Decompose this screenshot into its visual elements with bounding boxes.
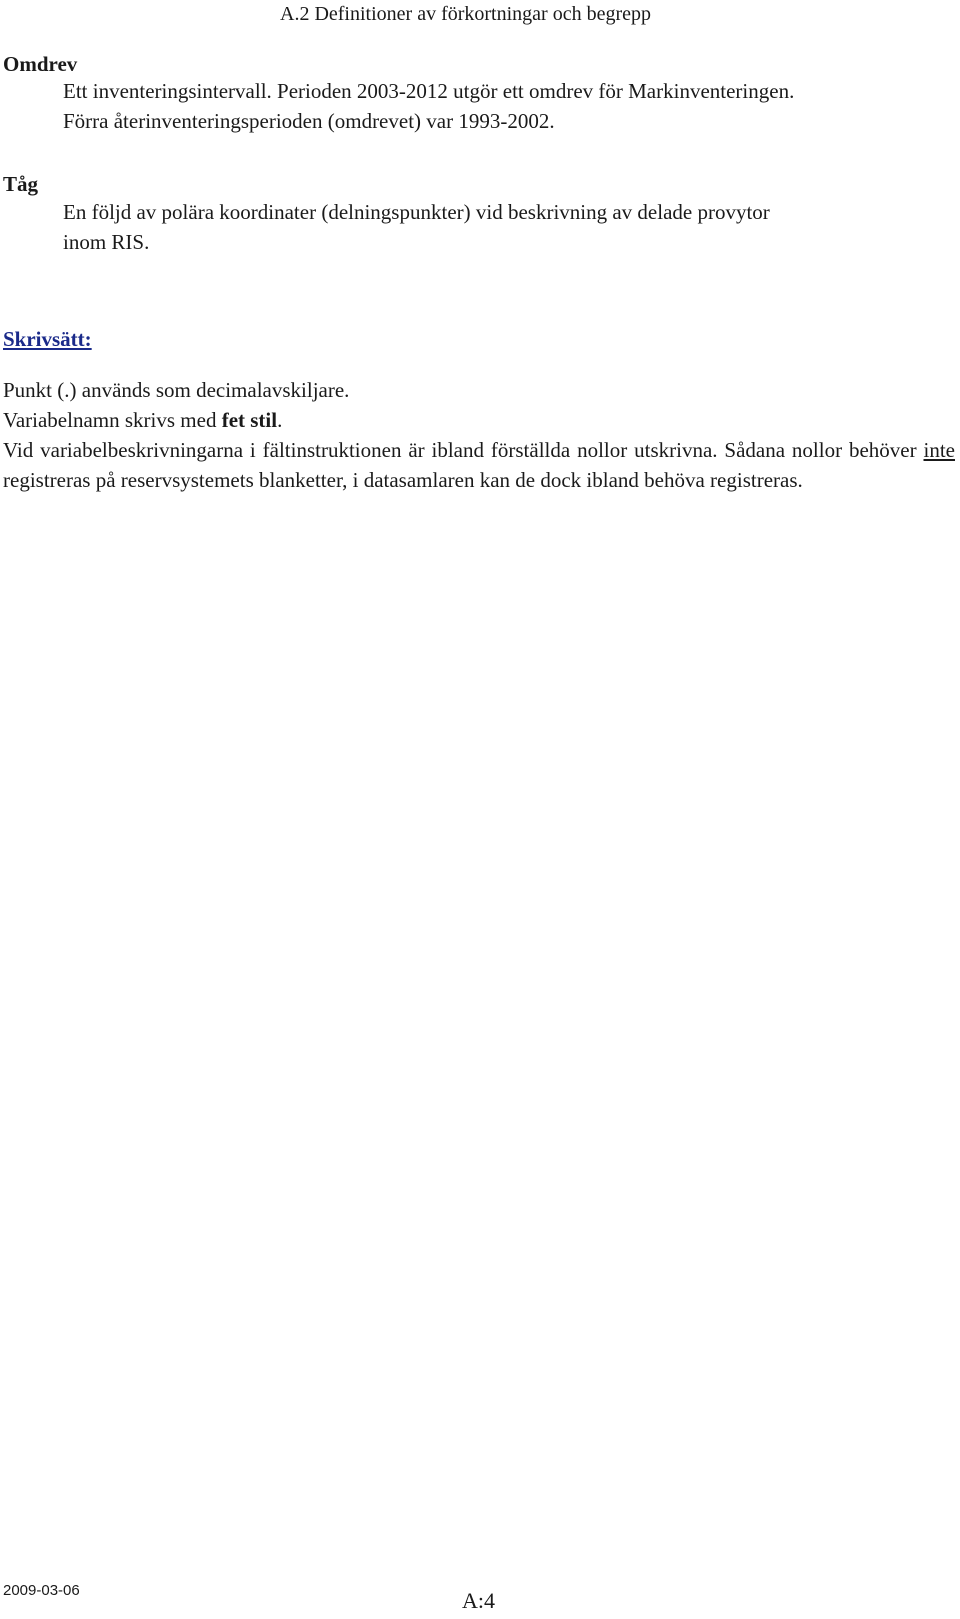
bold-note-prefix: Variabelnamn skrivs med: [3, 408, 222, 432]
page-header: A.2 Definitioner av förkortningar och begrepp: [280, 3, 651, 25]
term-omdrev: Omdrev: [3, 52, 78, 76]
definition-omdrev: [63, 76, 943, 136]
bold-note-emphasis: fet stil: [221, 408, 278, 432]
definition-line: Förra återinventeringsperioden (omdrevet) var 1993-2002.: [63, 109, 555, 133]
paragraph-part: registreras på reservsystemets blanketter, i datasamlaren kan de dock ibland behöva registreras.: [3, 468, 803, 492]
underlined-word: inte: [923, 438, 955, 462]
definition-tag: [63, 197, 943, 257]
footer-page-number: A:4: [462, 1588, 495, 1613]
term-tag: Tåg: [3, 172, 39, 196]
bold-variable-note: [3, 405, 282, 435]
writing-style-heading: Skrivsätt:: [3, 327, 92, 351]
paragraph-part: Vid variabelbeskrivningarna i fältinstruktionen är ibland förställda nollor utskrivna. Sådana nollor behöver: [3, 438, 924, 462]
footer-date: 2009-03-06: [3, 1582, 80, 1599]
definition-line: inom RIS.: [63, 230, 150, 254]
bold-note-suffix: .: [277, 408, 283, 432]
decimal-separator-note: Punkt (.) används som decimalavskiljare.: [3, 378, 350, 402]
definition-line: En följd av polära koordinater (delningspunkter) vid beskrivning av delade provytor: [63, 200, 770, 224]
leading-zeros-paragraph: [3, 435, 955, 495]
definition-line: Ett inventeringsintervall. Perioden 2003-2012 utgör ett omdrev för Markinventeringen.: [63, 79, 795, 103]
